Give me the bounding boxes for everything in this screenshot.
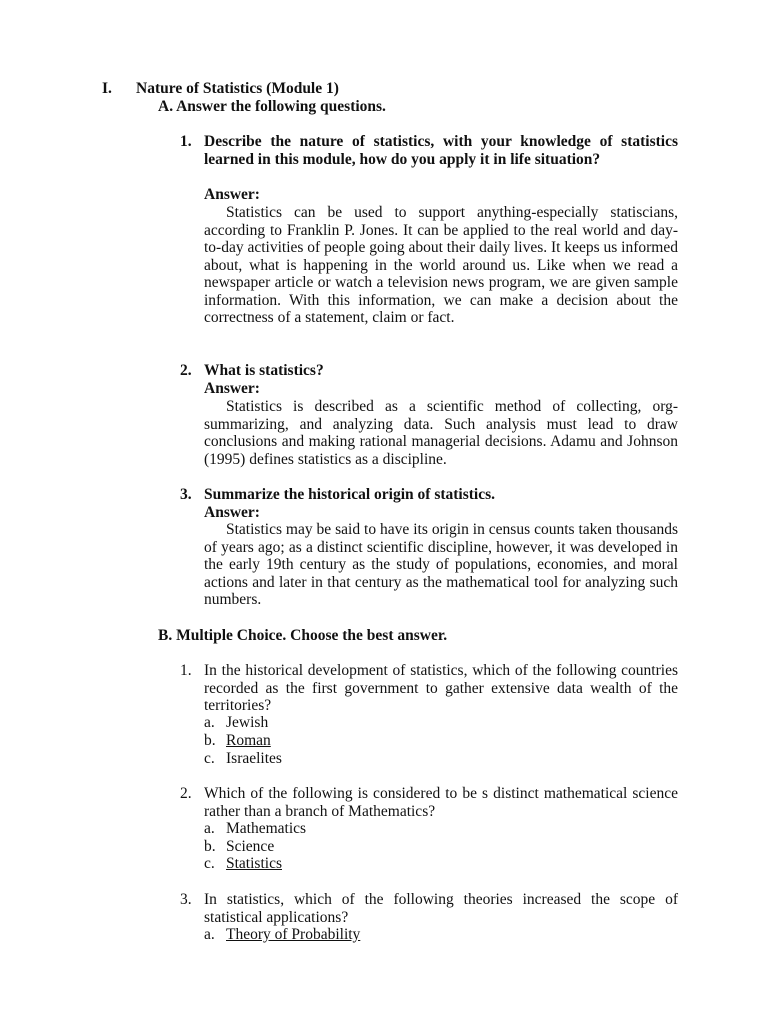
answer-label: Answer:	[204, 380, 260, 397]
question-number: 3.	[180, 486, 192, 503]
question-number: 2.	[180, 362, 192, 379]
mc-question: In the historical development of statistics, which of the following countries recorded as the first government to gather extensive data wealth of the territories?	[204, 662, 678, 714]
answer-paragraph: Statistics can be used to support anything-especially statiscians, according to Franklin P. Jones. It can be applied to the real world and day-to-day activities of people going about their daily lives. It keeps us informed about, what is happening in the world around us. Like when we read a newspaper article or watch a television news program, we are given sample information. With this information, we can make a decision about the correctness of a statement, claim or fact.	[204, 204, 678, 326]
mc-question: Which of the following is considered to be s distinct mathematical science rather than a branch of Mathematics?	[204, 785, 678, 820]
answer-paragraph: Statistics may be said to have its origin in census counts taken thousands of years ago; as a distinct scientific discipline, however, it was developed in the early 19th century as the study of populations, economies, and moral actions and later in that century as the mathematical tool for analyzing such numbers.	[204, 521, 678, 608]
mc-option: a. Mathematics	[204, 820, 307, 837]
question-text: What is statistics?	[204, 362, 324, 379]
mc-number: 1.	[180, 662, 192, 679]
mc-option: c. Israelites	[204, 750, 282, 767]
mc-option: b. Science	[204, 838, 275, 855]
section-title: Nature of Statistics (Module 1)	[136, 80, 339, 97]
part-a-heading: A. Answer the following questions.	[158, 98, 386, 115]
answer-label: Answer:	[204, 186, 260, 203]
mc-number: 2.	[180, 785, 192, 802]
answer-paragraph: Statistics is described as a scientific method of collecting, org-summarizing, and analyzing data. Such analysis must lead to draw conclusions and making rational managerial decisions. Adamu and Johnson (1995) defines statistics as a discipline.	[204, 398, 678, 468]
part-b-heading: B. Multiple Choice. Choose the best answer.	[158, 627, 448, 644]
mc-option-selected: c. Statistics	[204, 855, 282, 872]
mc-option: a. Jewish	[204, 714, 269, 731]
section-number: I.	[102, 80, 112, 97]
question-text: Describe the nature of statistics, with your knowledge of statistics learned in this module, how do you apply it in life situation?	[204, 133, 678, 168]
answer-label: Answer:	[204, 504, 260, 521]
mc-question: In statistics, which of the following theories increased the scope of statistical applications?	[204, 891, 678, 926]
mc-option-selected: a. Theory of Probability	[204, 926, 361, 943]
question-number: 1.	[180, 133, 192, 150]
mc-option-selected: b. Roman	[204, 732, 271, 749]
mc-number: 3.	[180, 891, 192, 908]
question-text: Summarize the historical origin of statistics.	[204, 486, 496, 503]
